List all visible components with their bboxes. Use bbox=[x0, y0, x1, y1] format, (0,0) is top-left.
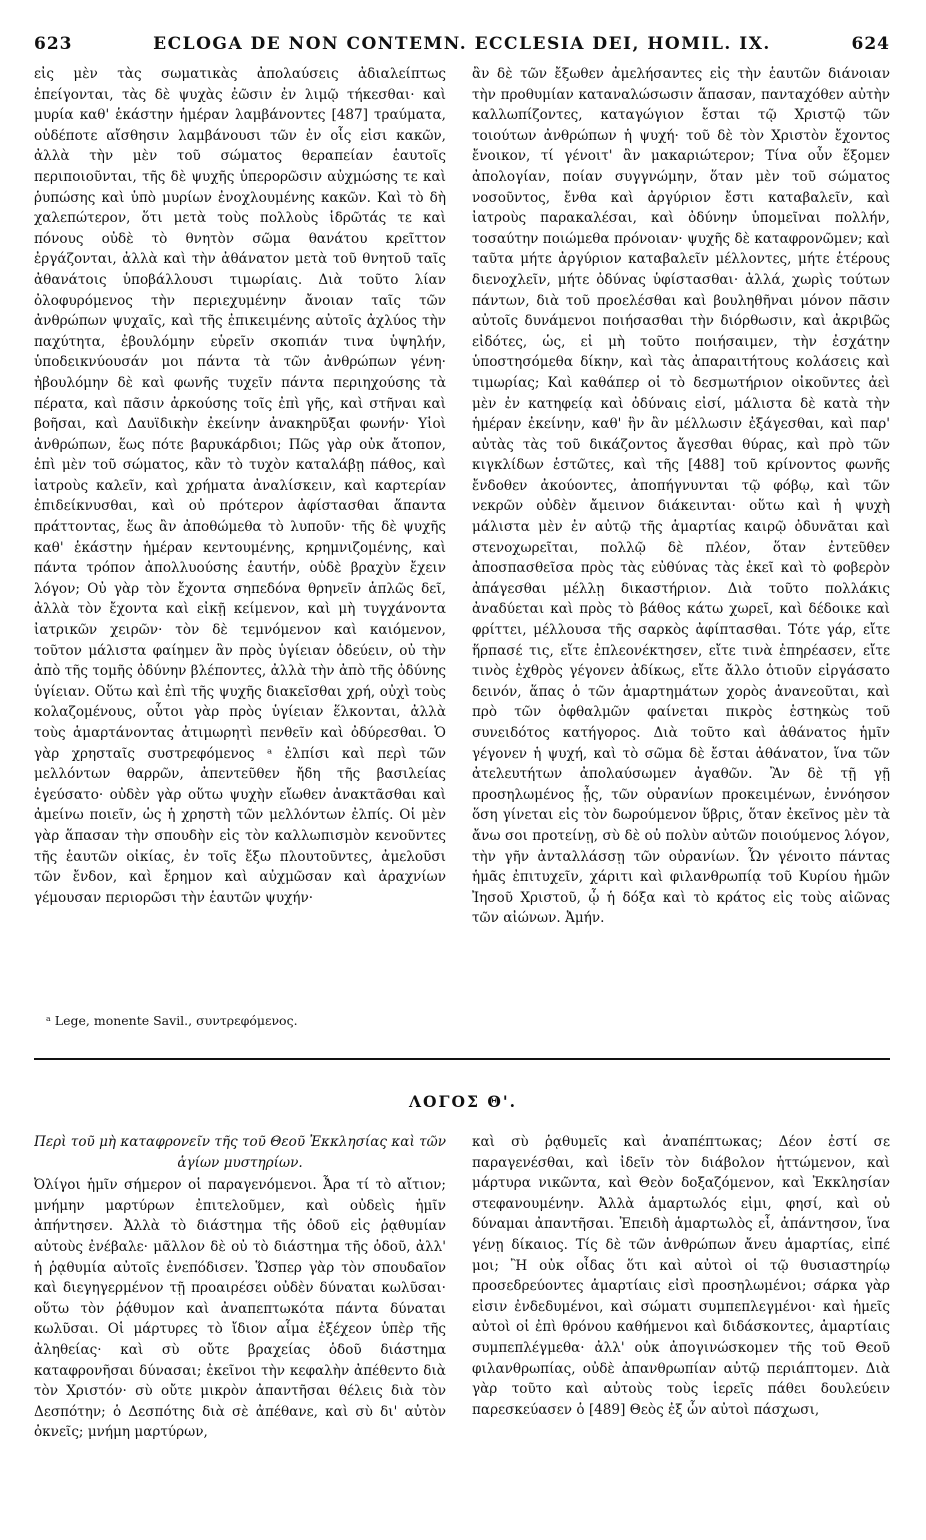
bottom-right-column bbox=[472, 1132, 890, 1512]
bottom-left-paragraph: Ὀλίγοι ἡμῖν σήμερον οἱ παραγενόμενοι. Ἆρα τί τὸ αἴτιον; μνήμην μαρτύρων ἐπιτελοῦμεν, καὶ οὐδεὶς ἡμῖν ἀπήντησεν. Ἀλλὰ τὸ διάστημα τῆς ὁδοῦ εἰς ῥᾳθυμίαν αὐτοὺς ἐνέβαλε· μᾶλλον δὲ οὐ τὸ διάστημα τῆς ὁδοῦ, ἀλλ' ἡ ῥᾳθυμία αὐτοῖς ἐνεπόδισεν. Ὥσπερ γὰρ τὸν σπουδαῖον καὶ διεγηγερμένον τῇ προαιρέσει οὐδὲν δύναται κωλῦσαι· οὕτω τὸν ῥᾴθυμον καὶ ἀναπεπτωκότα πάντα δύναται κωλῦσαι. Οἱ μάρτυρες τὸ ἴδιον αἷμα ἐξέχεον ὑπὲρ τῆς ἀληθείας· καὶ σὺ οὔτε βραχείας ὁδοῦ διάστημα καταφρονῆσαι δύνασαι; ἐκεῖνοι τὴν κεφαλὴν ἀπέθεντο διὰ τὸν Χριστόν· σὺ οὔτε μικρὸν ἀπαντῆσαι θέλεις διὰ τὸν Δεσπότην; ὁ Δεσπότης διὰ σὲ ἀπέθανε, καὶ σὺ δι' αὐτὸν ὀκνεῖς; μνήμη μαρτύρων, bbox=[34, 1177, 446, 1441]
bottom-left-column bbox=[34, 1132, 446, 1492]
section-title: ΛΟΓΟΣ Θ'. bbox=[408, 1092, 518, 1111]
top-right-paragraph: ἂν δὲ τῶν ἔξωθεν ἀμελήσαντες εἰς τὴν ἑαυτῶν διάνοιαν τὴν προθυμίαν καταναλώσωσιν ἅπασαν, πανταχόθεν αὐτὴν καλλωπίζοντες, καταγώγιον ἔσται τῷ Χριστῷ τῶν τοιούτων ἀνθρώπων ἡ ψυχή· τοῦ δὲ τὸν Χριστὸν ἔχοντος ἔνοικον, τί γένοιτ' ἂν μακαριώτερον; Τίνα οὖν ἕξομεν ἀπολογίαν, ποίαν συγγνώμην, ὅταν μὲν τοῦ σώματος νοσοῦντος, ἔνθα καὶ ἀργύριον ἔστι καταβαλεῖν, καὶ ἰατροὺς παρακαλέσαι, καὶ ὀδύνην ὑπομεῖναι πολλήν, τοσαύτην ποιώμεθα πρόνοιαν· ψυχῆς δὲ καταφρονῶμεν; καὶ ταῦτα μήτε ἀργύριον καταβαλεῖν μέλλοντες, μήτε ἑτέρους διενοχλεῖν, μήτε ὀδύνας ὑφίστασθαι· ἀλλά, χωρὶς τούτων πάντων, διὰ τοῦ προελέσθαι καὶ βουληθῆναι μόνον πᾶσιν αὐτοῖς δυνάμενοι ποιήσασθαι τὴν διόρθωσιν, καὶ ἀκριβῶς εἰδότες, ὡς, εἰ μὴ τοῦτο ποιήσαιμεν, τὴν ἐσχάτην ὑποστησόμεθα δίκην, καὶ τὰς ἀπαραιτήτους κολάσεις καὶ τιμωρίας; Καὶ καθάπερ οἱ τὸ δεσμωτήριον οἰκοῦντες ἀεὶ μὲν ἐν κατηφείᾳ καὶ ὀδύναις εἰσί, μάλιστα δὲ κατὰ τὴν ἡμέραν ἐκείνην, καθ' ἣν ἂν μέλλωσιν ἐξάγεσθαι, καὶ παρ' αὐτὰς τὰς τοῦ δικάζοντος ἄγεσθαι θύρας, καὶ πρὸ τῶν κιγκλίδων ἑστῶτες, καὶ τῆς [488] τοῦ κρίνοντος φωνῆς ἔνδοθεν ἀκούοντες, ἀποπήγνυνται τῷ φόβῳ, καὶ τῶν νεκρῶν οὐδὲν ἄμεινον διάκεινται· οὕτω καὶ ἡ ψυχὴ μάλιστα μὲν ἐν αὐτῷ τῆς ἁμαρτίας καιρῷ ὀδυνᾶται καὶ στενοχωρεῖται, πολλῷ δὲ πλέον, ὅταν ἐντεῦθεν ἀποσπασθεῖσα πρὸς τὰς εὐθύνας τὰς ἐκεῖ καὶ τὸ φοβερὸν ἀπάγεσθαι μέλλῃ δικαστήριον. Διὰ τοῦτο πολλάκις ἀναδύεται καὶ πρὸς τὸ βάθος κάτω χωρεῖ, καὶ δέδοικε καὶ φρίττει, μέλλουσα τῆς σαρκὸς ἀφίπτασθαι. Τότε γάρ, εἴτε ἥρπασέ τις, εἴτε ἐπλεονέκτησεν, εἴτε τινὰ ἐπηρέασεν, εἴτε τινὸς ἐχθρὸς γέγονεν ἀδίκως, εἴτε ἄλλο ὁτιοῦν εἰργάσατο δεινόν, ἅπας ὁ τῶν ἁμαρτημάτων χορὸς ἀνανεοῦται, καὶ πρὸ τῶν ὀφθαλμῶν φαίνεται πικρὸς ἑστηκὼς τοῦ συνειδότος κατήγορος. Διὰ τοῦτο καὶ ἀθάνατος ἡμῖν γέγονεν ἡ ψυχή, καὶ τὸ σῶμα δὲ ἔσται ἀθάνατον, ἵνα τῶν ἀτελευτήτων ἀπολαύσωμεν ἀγαθῶν. Ἂν δὲ τῇ γῇ προσηλωμένος ᾖς, τῶν οὐρανίων προκειμένων, ἐννόησον ὅση γίνεται εἰς τὸν δωρούμενον ὕβρις, ὅταν ἐκεῖνος μὲν τὰ ἄνω σοι προτείνῃ, σὺ δὲ οὐ πολὺν αὐτῶν ποιούμενος λόγον, τὴν γῆν ἀνταλλάσσῃ τῶν οὐρανίων. Ὧν γένοιτο πάντας ἡμᾶς ἐπιτυχεῖν, χάριτι καὶ φιλανθρωπίᾳ τοῦ Κυρίου ἡμῶν Ἰησοῦ Χριστοῦ, ᾧ ἡ δόξα καὶ τὸ κράτος εἰς τοὺς αἰῶνας τῶν αἰώνων. Ἀμήν. bbox=[472, 66, 890, 927]
top-left-column bbox=[34, 64, 446, 994]
top-left-paragraph: εἰς μὲν τὰς σωματικὰς ἀπολαύσεις ἀδιαλείπτως ἐπείγονται, τὰς δὲ ψυχὰς ἐῶσιν ἐν λιμῷ τήκεσθαι· καὶ μυρία καθ' ἑκάστην ἡμέραν λαμβάνοντες [487] τραύματα, οὐδέποτε αἴσθησιν λαμβάνουσι τῶν ἐν οἷς εἰσι κακῶν, ἀλλὰ τὴν μὲν τοῦ σώματος θεραπείαν ἑαυτοῖς περιποιοῦνται, τῆς δὲ ψυχῆς ὑπερορῶσιν αὐχμώσης τε καὶ ῥυπώσης καὶ ὑπὸ μυρίων ἐνοχλουμένης κακῶν. Καὶ τὸ δὴ χαλεπώτερον, ὅτι μετὰ τοὺς πολλοὺς ἱδρῶτάς τε καὶ πόνους οὐδὲ τὸ θνητὸν σῶμα θανάτου κρεῖττον ἐργάζονται, ἀλλὰ καὶ τὴν ἀθάνατον μετὰ τοῦ θνητοῦ ταῖς ἀθανάτοις ὑποβάλλουσι τιμωρίαις. Διὰ τοῦτο λίαν ὀλοφυρόμενος τὴν περιεχυμένην ἄνοιαν ταῖς τῶν ἀνθρώπων ψυχαῖς, καὶ τῆς ἐπικειμένης αὐτοῖς ἀχλύος τὴν παχύτητα, ἐβουλόμην εὑρεῖν σκοπιάν τινα ὑψηλήν, ὑποδεικνύουσάν μοι πάντα τὰ τῶν ἀνθρώπων γένη· ἠβουλόμην δὲ καὶ φωνῆς τυχεῖν πάντα περιηχούσης τὰ πέρατα, καὶ πᾶσιν ἀρκούσης τοῖς ἐπὶ γῆς, καὶ στῆναι καὶ βοῆσαι, καὶ Δαυϊδικὴν ἐκείνην ἀνακηρῦξαι φωνήν· Υἱοὶ ἀνθρώπων, ἕως πότε βαρυκάρδιοι; Πῶς γὰρ οὐκ ἄτοπον, ἐπὶ μὲν τοῦ σώματος, κἂν τὸ τυχὸν καταλάβῃ πάθος, καὶ ἰατροὺς καλεῖν, καὶ χρήματα ἀναλίσκειν, καὶ καρτερίαν ἐπιδείκνυσθαι, καὶ οὐ πρότερον ἀφίστασθαι ἅπαντα πράττοντας, ἕως ἂν ἀποθώμεθα τὸ λυποῦν· τῆς δὲ ψυχῆς καθ' ἑκάστην ἡμέραν κεντουμένης, κρημνιζομένης, καὶ πάντα τρόπον ἀπολλυούσης ἑαυτήν, οὐδὲ βραχὺν ἔχειν λόγον; Οὐ γὰρ τὸν ἔχοντα σηπεδόνα θρηνεῖν ἁπλῶς δεῖ, ἀλλὰ τὸν ἔχοντα καὶ εἰκῇ κείμενον, καὶ μὴ τυγχάνοντα ἰατρικῶν χειρῶν· τὸν δὲ τεμνόμενον καὶ καιόμενον, τοῦτον μάλιστα φαίημεν ἂν πρὸς ὑγίειαν ὁδεύειν, οὐ τὴν ἀπὸ τῆς τομῆς ὀδύνην βλέποντες, ἀλλὰ τὴν ἀπὸ τῆς ὀδύνης ὑγίειαν. Οὕτω καὶ ἐπὶ τῆς ψυχῆς διακεῖσθαι χρή, οὐχὶ τοὺς κολαζομένους, οὗτοι γὰρ πρὸς ὑγίειαν ἕλκονται, ἀλλὰ τοὺς ἁμαρτάνοντας ἀτιμωρητὶ πενθεῖν καὶ ὀδύρεσθαι. Ὁ γὰρ χρησταῖς συστρεφόμενος ᵃ ἐλπίσι καὶ περὶ τῶν μελλόντων θαρρῶν, ἀπεντεῦθεν ἤδη τῆς βασιλείας ἐγεύσατο· οὐδὲν γὰρ οὕτω ψυχὴν εἴωθεν ἀνακτᾶσθαι καὶ ἀμείνω ποιεῖν, ὡς ἡ χρηστὴ τῶν μελλόντων ἐλπίς. Οἱ μὲν γὰρ ἅπασαν τὴν σπουδὴν εἰς τὸν καλλωπισμὸν κενοῦντες τῆς ἑαυτῶν οἰκίας, ἐν τοῖς ἔξω πλουτοῦντες, ἀμελοῦσι τῶν ἔνδον, καὶ ἔρημον καὶ αὐχμῶσαν καὶ ἀραχνίων γέμουσαν περιορῶσι τὴν ἑαυτῶν ψυχήν· bbox=[34, 66, 446, 906]
page-header bbox=[34, 34, 890, 60]
top-right-column bbox=[472, 64, 890, 1034]
page-number-left: 623 bbox=[34, 34, 73, 54]
homily-subtitle: Περὶ τοῦ μὴ καταφρονεῖν τῆς τοῦ Θεοῦ Ἐκκλησίας καὶ τῶν ἁγίων μυστηρίων. bbox=[34, 1134, 446, 1171]
section-divider bbox=[34, 1058, 890, 1060]
page-number-right: 624 bbox=[851, 34, 890, 54]
bottom-right-paragraph: καὶ σὺ ῥᾳθυμεῖς καὶ ἀναπέπτωκας; Δέον ἐστί σε παραγενέσθαι, καὶ ἰδεῖν τὸν διάβολον ἡττώμενον, καὶ μάρτυρα νικῶντα, καὶ Θεὸν δοξαζόμενον, καὶ Ἐκκλησίαν στεφανουμένην. Ἀλλὰ ἁμαρτωλός εἰμι, φησί, καὶ οὐ δύναμαι ἀπαντῆσαι. Ἐπειδὴ ἁμαρτωλὸς εἶ, ἀπάντησον, ἵνα γένῃ δίκαιος. Τίς δὲ τῶν ἀνθρώπων ἄνευ ἁμαρτίας, εἰπέ μοι; Ἢ οὐκ οἶδας ὅτι καὶ αὐτοὶ οἱ τῷ θυσιαστηρίῳ προσεδρεύοντες ἁμαρτίαις εἰσὶ προσηλωμένοι; σάρκα γὰρ εἰσιν ἐνδεδυμένοι, καὶ σώματι συμπεπλεγμένοι· καὶ ἡμεῖς αὐτοὶ οἱ ἐπὶ θρόνου καθήμενοι καὶ διδάσκοντες, ἁμαρτίαις συμπεπλέγμεθα· ἀλλ' οὐκ ἀπογινώσκομεν τῆς τοῦ Θεοῦ φιλανθρωπίας, οὐδὲ ἀπανθρωπίαν αὐτῷ περιάπτομεν. Διὰ γὰρ τοῦτο καὶ αὐτοὺς τοὺς ἱερεῖς πάθει δουλεύειν παρεσκεύασεν ὁ [489] Θεὸς ἐξ ὧν αὐτοὶ πάσχωσι, bbox=[472, 1134, 890, 1418]
running-title: ECLOGA DE NON CONTEMN. ECCLESIA DEI, HOMIL. IX. bbox=[153, 34, 771, 54]
footnote: ᵃ Lege, monente Savil., συντρεφόμενος. bbox=[46, 1013, 298, 1028]
